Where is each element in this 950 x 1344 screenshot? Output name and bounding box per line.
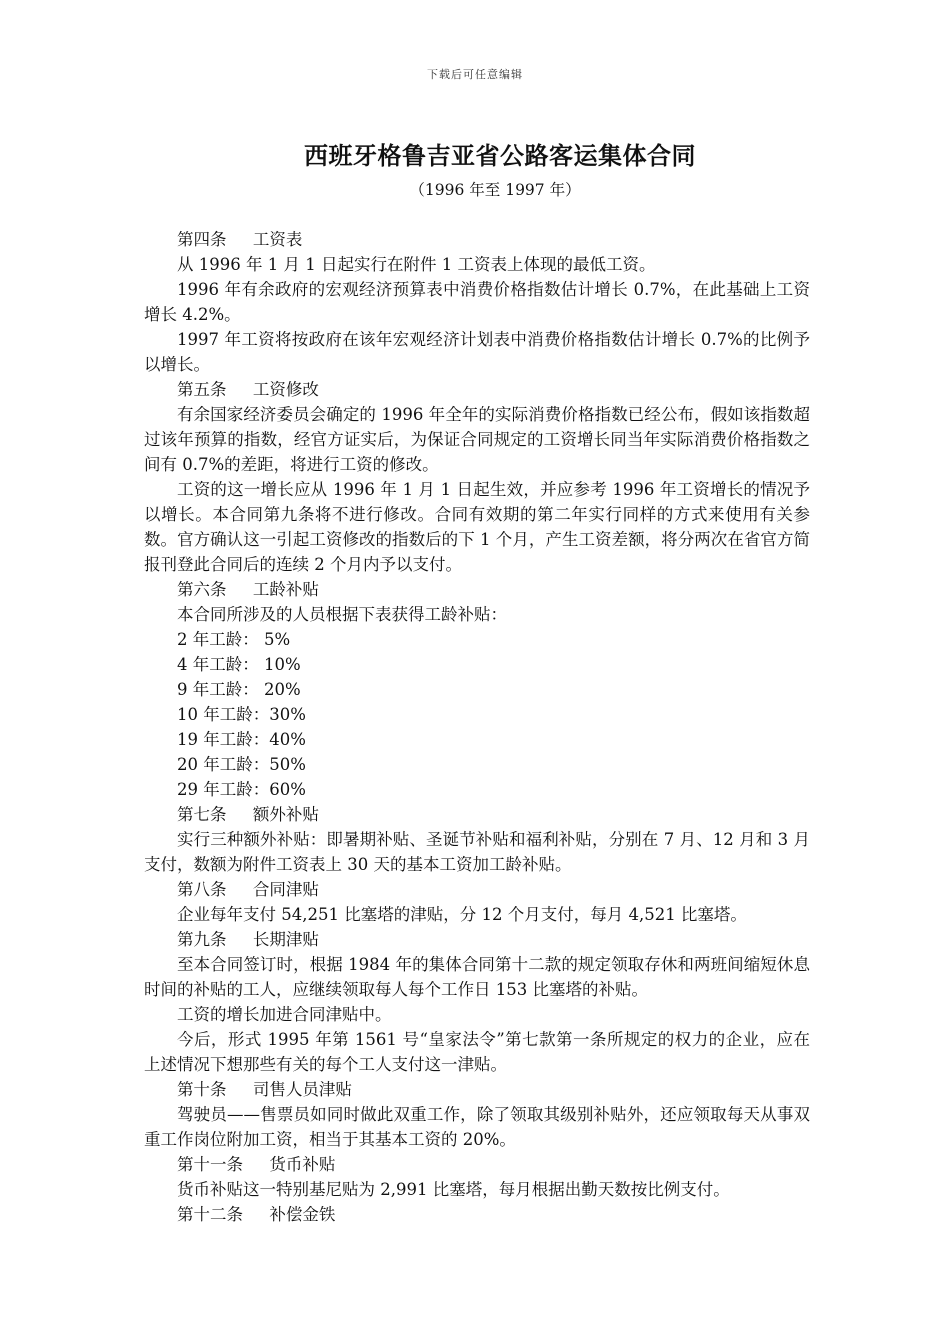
article-number: 第十一条 xyxy=(177,1155,243,1174)
article-number: 第九条 xyxy=(177,930,227,949)
article-paragraph: 从 1996 年 1 月 1 日起实行在附件 1 工资表上体现的最低工资。 xyxy=(177,255,656,274)
article-paragraph: 工资的这一增长应从 1996 年 1 月 1 日起生效，并应参考 1996 年工资增长的情况予以增长。本合同第九条将不进行修改。合同有效期的第二年实行同样的方式来使用有关参数。官方确认这一引起工资修改的指数后的下 1 个月，产生工资差额，将分两次在省官方简报刊登此合同后的连续 2 个月内予以支付。 xyxy=(144,480,810,574)
article-title: 司售人员津贴 xyxy=(252,1080,352,1099)
article-paragraph: 货币补贴这一特别基尼贴为 2,991 比塞塔，每月根据出勤天数按比例支付。 xyxy=(177,1180,730,1199)
article-paragraph: 9 年工龄： 20% xyxy=(177,680,301,699)
article-title: 工龄补贴 xyxy=(252,580,319,599)
document-subtitle: （1996 年至 1997 年） xyxy=(409,181,581,199)
article-heading xyxy=(144,877,810,902)
article-heading xyxy=(144,377,810,402)
article-paragraph: 1997 年工资将按政府在该年宏观经济计划表中消费价格指数估计增长 0.7%的比例予以增长。 xyxy=(144,330,810,374)
article-number: 第十条 xyxy=(177,1080,227,1099)
article-number: 第七条 xyxy=(177,805,227,824)
article-paragraph: 驾驶员——售票员如同时做此双重工作，除了领取其级别补贴外，还应领取每天从事双重工作岗位附加工资，相当于其基本工资的 20%。 xyxy=(144,1105,810,1149)
article-heading xyxy=(144,1152,810,1177)
article-title: 长期津贴 xyxy=(252,930,319,949)
article-paragraph: 1996 年有余政府的宏观经济预算表中消费价格指数估计增长 0.7%，在此基础上工资增长 4.2%。 xyxy=(144,280,810,324)
article-paragraph: 10 年工龄：30% xyxy=(177,705,306,724)
article-title: 合同津贴 xyxy=(252,880,319,899)
article-title: 额外补贴 xyxy=(252,805,319,824)
article-paragraph: 企业每年支付 54,251 比塞塔的津贴，分 12 个月支付，每月 4,521 比塞塔。 xyxy=(177,905,747,924)
article-paragraph: 29 年工龄：60% xyxy=(177,780,306,799)
article-number: 第六条 xyxy=(177,580,227,599)
article-title: 工资修改 xyxy=(252,380,319,399)
document-body xyxy=(144,227,810,1227)
article-heading xyxy=(144,1077,810,1102)
article-heading xyxy=(144,927,810,952)
article-paragraph: 20 年工龄：50% xyxy=(177,755,306,774)
article-paragraph: 有余国家经济委员会确定的 1996 年全年的实际消费价格指数已经公布，假如该指数超过该年预算的指数，经官方证实后，为保证合同规定的工资增长同当年实际消费价格指数之间有 0.7%的差距，将进行工资的修改。 xyxy=(144,405,810,474)
article-paragraph: 今后，形式 1995 年第 1561 号“皇家法令”第七款第一条所规定的权力的企业，应在上述情况下想那些有关的每个工人支付这一津贴。 xyxy=(144,1030,810,1074)
article-title: 货币补贴 xyxy=(269,1155,336,1174)
article-heading xyxy=(144,577,810,602)
article-paragraph: 本合同所涉及的人员根据下表获得工龄补贴： xyxy=(177,605,507,624)
article-paragraph: 4 年工龄： 10% xyxy=(177,655,301,674)
article-paragraph: 19 年工龄：40% xyxy=(177,730,306,749)
article-heading xyxy=(144,227,810,252)
article-number: 第五条 xyxy=(177,380,227,399)
article-paragraph: 实行三种额外补贴：即暑期补贴、圣诞节补贴和福利补贴，分别在 7 月、12 月和 3 月支付，数额为附件工资表上 30 天的基本工资加工龄补贴。 xyxy=(144,830,810,874)
article-paragraph: 至本合同签订时，根据 1984 年的集体合同第十二款的规定领取存休和两班间缩短休息时间的补贴的工人，应继续领取每人每个工作日 153 比塞塔的补贴。 xyxy=(144,955,810,999)
article-number: 第十二条 xyxy=(177,1205,243,1224)
article-title: 补偿金铁 xyxy=(269,1205,336,1224)
header-note: 下载后可任意编辑 xyxy=(427,68,523,81)
article-number: 第八条 xyxy=(177,880,227,899)
article-title: 工资表 xyxy=(252,230,303,249)
article-heading xyxy=(144,802,810,827)
article-paragraph: 工资的增长加进合同津贴中。 xyxy=(177,1005,392,1024)
document-title: 西班牙格鲁吉亚省公路客运集体合同 xyxy=(304,141,696,170)
article-paragraph: 2 年工龄： 5% xyxy=(177,630,291,649)
article-number: 第四条 xyxy=(177,230,227,249)
article-heading xyxy=(144,1202,810,1227)
